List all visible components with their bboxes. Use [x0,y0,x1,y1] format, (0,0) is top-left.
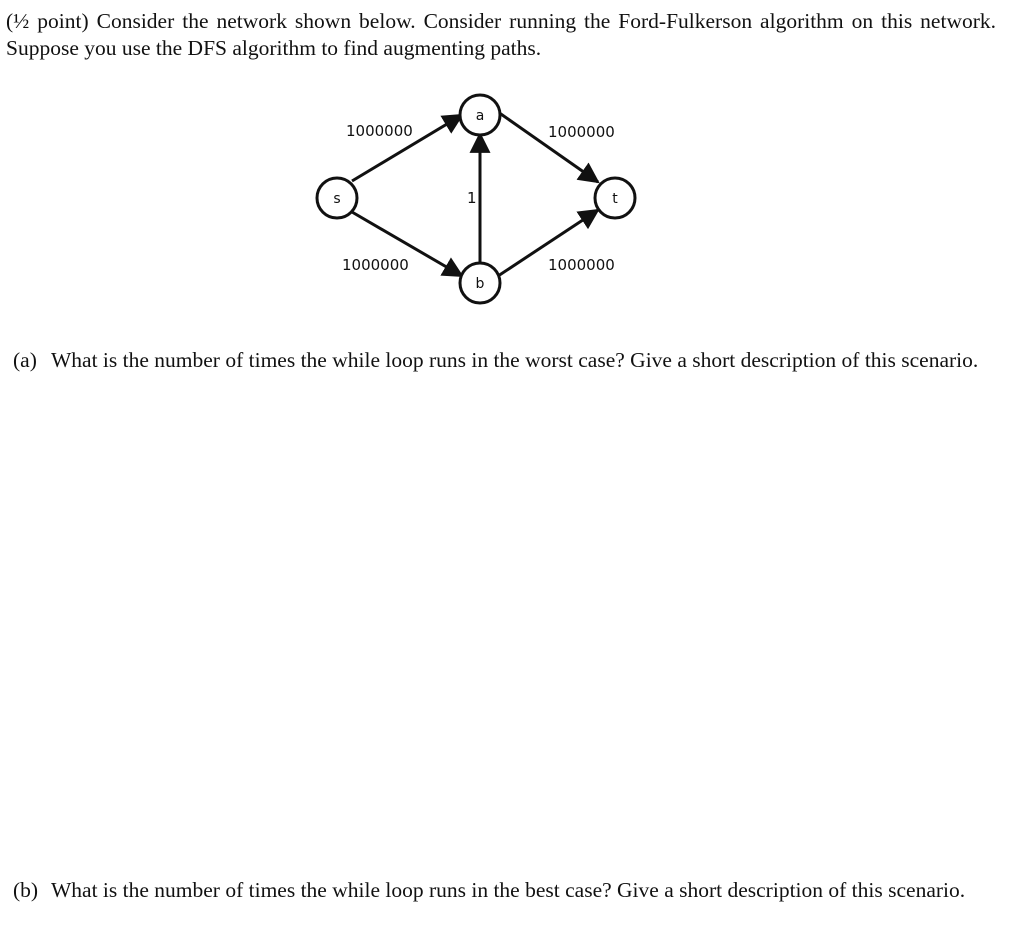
edge-label-a-t: 1000000 [548,123,615,141]
question-a-label: (a) [13,348,37,372]
node-a [460,95,500,135]
node-b [460,263,500,303]
question-b [13,877,993,904]
question-b-text: What is the number of times the while loop runs in the best case? Give a short description of this scenario. [51,878,966,902]
node-label-b: b [475,276,485,292]
question-b-label: (b) [13,878,39,902]
node-t [595,178,635,218]
edge-label-b-t: 1000000 [548,256,615,274]
question-a-text: What is the number of times the while loop runs in the worst case? Give a short description of this scenario. [51,348,979,372]
problem-statement [6,8,996,62]
edge-label-s-a: 1000000 [346,122,413,140]
question-a [13,347,993,374]
node-label-s: s [333,191,341,207]
node-label-a: a [475,108,485,124]
node-s [317,178,357,218]
point-value: (½ point) [6,9,89,33]
node-label-t: t [612,191,618,207]
edge-label-b-a: 1 [467,189,477,207]
network-diagram [300,84,660,314]
edge-label-s-b: 1000000 [342,256,409,274]
problem-intro-text: Consider the network shown below. Consider running the Ford-Fulkerson algorithm on this network. Suppose you use the DFS algorithm to find augmenting paths. [6,9,996,60]
